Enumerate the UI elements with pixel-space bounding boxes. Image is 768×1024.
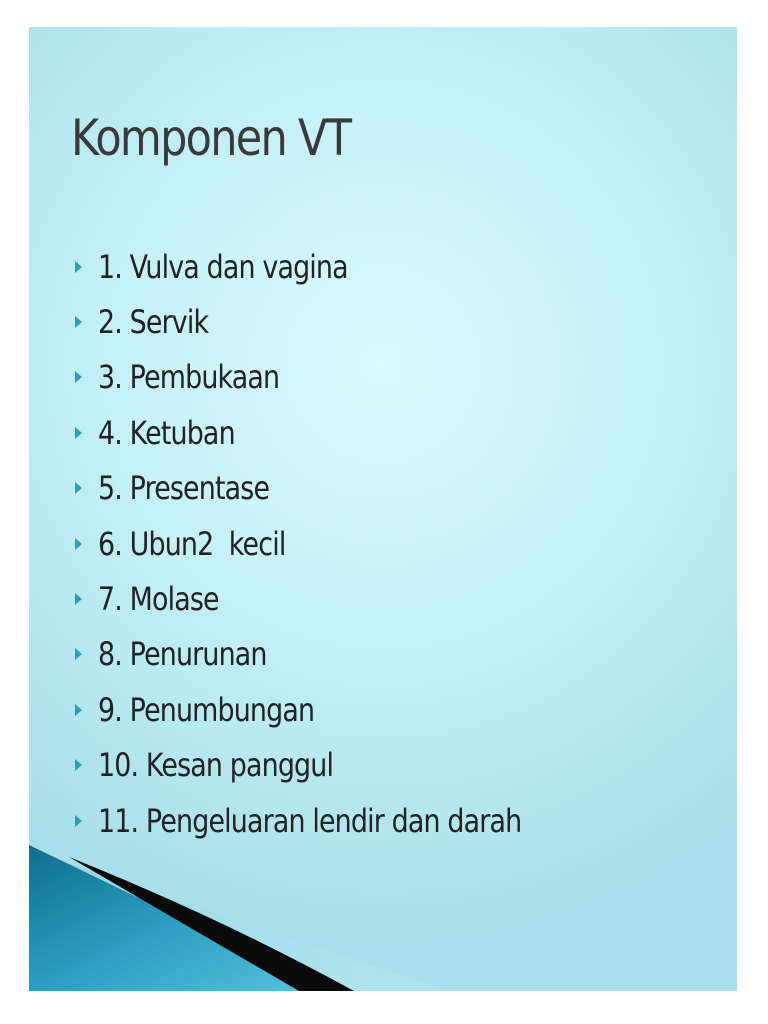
slide [29,27,737,991]
list-item-text: 6. Ubun2 kecil [98,524,286,563]
list-item-text: 3. Pembukaan [98,358,280,397]
list-item-text: 11. Pengeluaran lendir dan darah [98,801,522,840]
slide-title: Komponen VT [71,109,351,167]
list-item-text: 8. Penurunan [98,635,267,674]
list-item-text: 9. Penumbungan [98,690,315,729]
corner-swoosh-decoration [29,27,737,991]
list-item-text: 4. Ketuban [98,413,235,452]
list-item-text: 7. Molase [98,580,219,619]
list-item-text: 5. Presentase [98,469,270,508]
list-item-text: 10. Kesan panggul [98,746,334,785]
list-item-text: 2. Servik [98,303,209,342]
list-item-text: 1. Vulva dan vagina [98,247,348,286]
